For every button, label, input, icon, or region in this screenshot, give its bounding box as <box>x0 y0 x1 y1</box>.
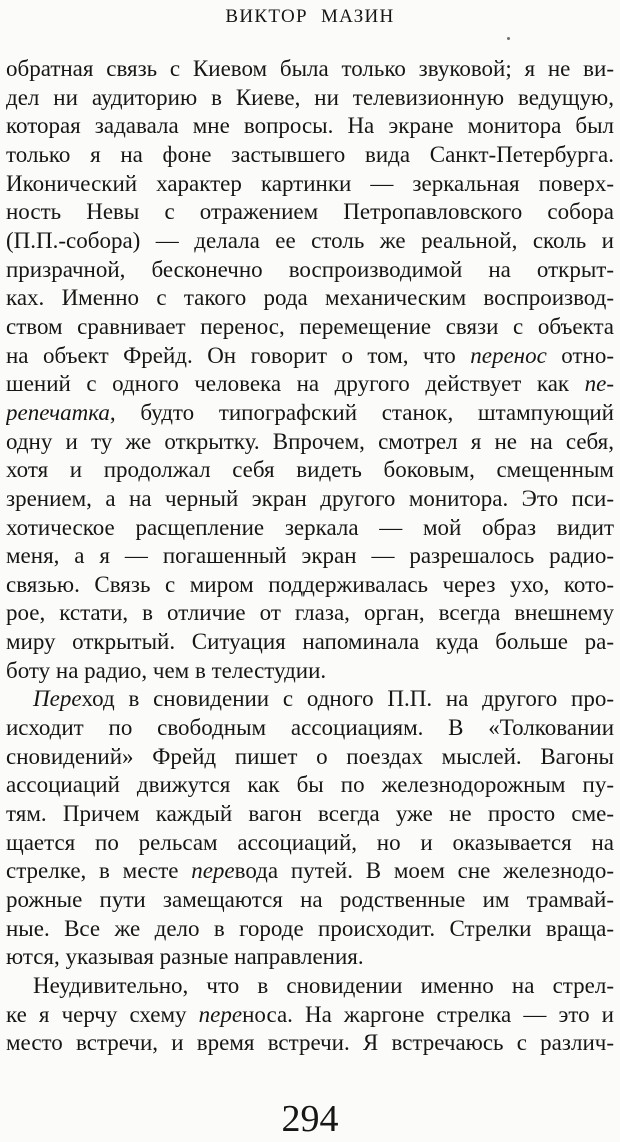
text-line: призрачной, бесконечно воспроизводимой на открыт- <box>6 256 614 282</box>
text-line: обратная связь с Киевом была только звуковой; я не ви- <box>6 56 614 81</box>
text-line: рожные пути замещаются на родственные им трамвай- <box>6 887 614 913</box>
text-line: ке я черчу схему переноса. На жаргоне стрелка — это и <box>6 1001 614 1027</box>
text-line: миру открытый. Ситуация напоминала куда больше ра- <box>6 629 614 655</box>
text-line: боту на радио, чем в телестудии. <box>6 657 327 683</box>
text-line: Иконический характер картинки — зеркальная поверх- <box>6 170 614 196</box>
body-text <box>6 55 614 1058</box>
text-line: хотя и продолжал себя видеть боковым, смещенным <box>6 457 614 483</box>
ink-speck <box>507 37 510 40</box>
text-line: стрелке, в месте перевода путей. В моем сне железнодо- <box>6 858 614 884</box>
text-line: на объект Фрейд. Он говорит о том, что перенос отно- <box>6 342 614 368</box>
text-line: рое, кстати, в отличие от глаза, орган, всегда внешнему <box>6 600 614 626</box>
text-line: исходит по свободным ассоциациям. В «Толковании <box>6 715 614 741</box>
text-line: шений с одного человека на другого действует как пе- <box>6 371 614 397</box>
text-line: которая задавала мне вопросы. На экране монитора был <box>6 113 614 139</box>
text-line: ках. Именно с такого рода механическим воспроизвод- <box>6 285 614 311</box>
text-line: ность Невы с отражением Петропавловского собора <box>6 199 614 225</box>
text-line: щается по рельсам ассоциаций, но и оказывается на <box>6 829 614 855</box>
page-number: 294 <box>281 1098 339 1140</box>
text-line: место встречи, и время встречи. Я встречаюсь с различ- <box>6 1030 614 1056</box>
text-line: ассоциаций движутся как бы по железнодорожным пу- <box>6 772 614 798</box>
text-line: сновидений» Фрейд пишет о поездах мыслей. Вагоны <box>6 743 614 769</box>
text-line: хотическое расщепление зеркала — мой образ видит <box>6 514 614 540</box>
text-line: репечатка, будто типографский станок, штампующий <box>6 399 614 425</box>
text-line: (П.П.-собора) — делала ее столь же реальной, сколь и <box>6 227 614 253</box>
text-line: Переход в сновидении с одного П.П. на другого про- <box>33 686 614 712</box>
text-line: меня, а я — погашенный экран — разрешалось радио- <box>6 543 614 569</box>
text-line: дел ни аудиторию в Киеве, ни телевизионную ведущую, <box>6 84 614 110</box>
text-line: ются, указывая разные направления. <box>6 944 364 970</box>
text-line: связью. Связь с миром поддерживалась через ухо, кото- <box>6 571 614 597</box>
running-header: ВИКТОР МАЗИН <box>225 6 395 27</box>
text-line: тям. Причем каждый вагон всегда уже не просто сме- <box>6 801 614 827</box>
text-line: ные. Все же дело в городе происходит. Стрелки враща- <box>6 915 614 941</box>
text-line: Неудивительно, что в сновидении именно на стрел- <box>33 973 614 998</box>
text-line: зрением, а на черный экран другого монитора. Это пси- <box>6 485 614 511</box>
text-line: одну и ту же открытку. Впрочем, смотрел я не на себя, <box>6 428 614 454</box>
text-line: ством сравнивает перенос, перемещение связи с объекта <box>6 313 614 339</box>
text-line: только я на фоне застывшего вида Санкт-Петербурга. <box>6 141 614 167</box>
